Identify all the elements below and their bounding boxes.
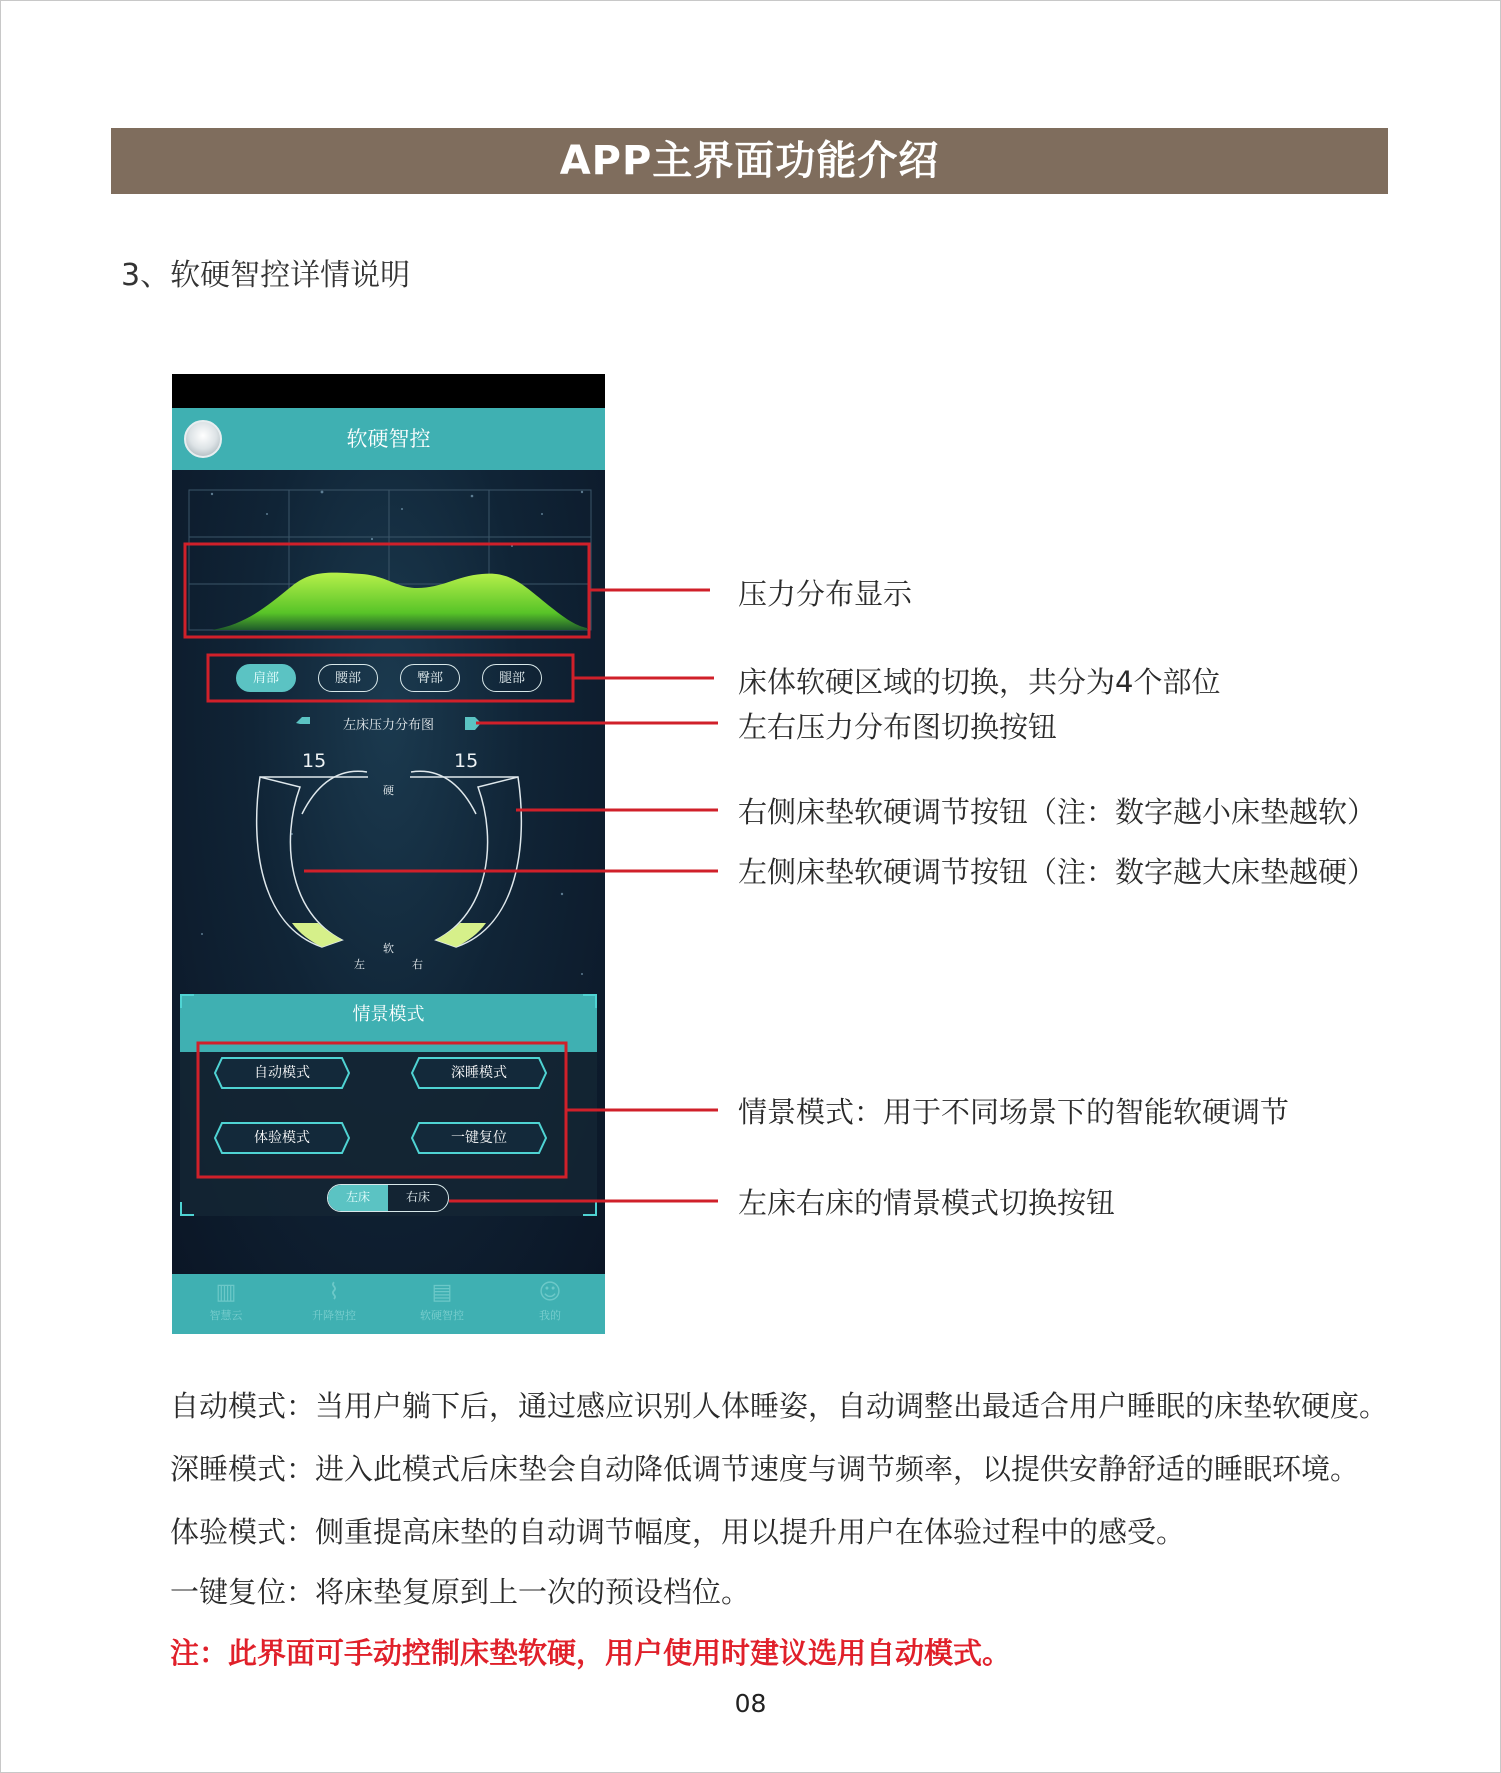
tab-label: 我的 [539, 1309, 561, 1322]
toggle-right-bed[interactable]: 右床 [405, 1190, 430, 1204]
callout-bed-toggle: 左床右床的情景模式切换按钮 [738, 1186, 1116, 1220]
callout-lines [304, 590, 718, 1201]
toggle-left-bed[interactable]: 左床 [328, 1185, 388, 1211]
desc-reset: 一键复位：将床垫复原到上一次的预设档位。 [170, 1575, 751, 1609]
dial-soft-label: 软 [383, 942, 394, 955]
part-tab-waist[interactable]: 腰部 [318, 664, 378, 692]
callout-right-adjust: 右侧床垫软硬调节按钮（注：数字越小床垫越软） [738, 795, 1377, 829]
page-number: 08 [734, 1689, 767, 1718]
part-tab-hip[interactable]: 臀部 [400, 664, 460, 692]
pressure-map-label: 左床压力分布图 [342, 718, 434, 733]
desc-deep-sleep: 深睡模式：进入此模式后床垫会自动降低调节速度与调节频率，以提供安静舒适的睡眠环境。 [170, 1452, 1360, 1486]
dial-hard-label: 硬 [383, 784, 394, 797]
user-icon: ☺ [538, 1280, 562, 1305]
reset-label: 一键复位 [451, 1130, 507, 1146]
scene-mode-title: 情景模式 [180, 994, 597, 1052]
callout-map-switch: 左右压力分布图切换按钮 [738, 710, 1058, 744]
callout-pressure-display: 压力分布显示 [738, 577, 913, 611]
desc-auto-mode: 自动模式：当用户躺下后，通过感应识别人体睡姿，自动调整出最适合用户睡眠的床垫软硬度。 [170, 1389, 1389, 1423]
highlight-body-parts [208, 655, 573, 701]
tab-label: 智慧云 [209, 1309, 243, 1322]
section-title: 3、软硬智控详情说明 [121, 258, 411, 293]
experience-mode-label: 体验模式 [254, 1130, 310, 1146]
callout-body-part-switch: 床体软硬区域的切换，共分为4个部位 [738, 665, 1221, 699]
bar-chart-icon: ▥ [215, 1280, 237, 1305]
tab-label: 软硬智控 [420, 1309, 464, 1322]
app-title: 软硬智控 [346, 427, 431, 451]
part-tab-leg[interactable]: 腿部 [482, 664, 542, 692]
usage-note: 注：此界面可手动控制床垫软硬，用户使用时建议选用自动模式。 [170, 1636, 1012, 1670]
left-dial-value[interactable]: 15 [302, 750, 327, 772]
deep-sleep-mode-label: 深睡模式 [451, 1065, 507, 1081]
right-dial-value[interactable]: 15 [454, 750, 479, 772]
part-tab-shoulder[interactable]: 肩部 [236, 664, 296, 692]
tab-label: 升降智控 [312, 1309, 356, 1322]
mattress-icon: ▤ [431, 1280, 453, 1305]
bed-lift-icon: ⌇ [328, 1280, 340, 1305]
dial-left-label: 左 [354, 958, 365, 971]
callout-scene-mode: 情景模式：用于不同场景下的智能软硬调节 [738, 1095, 1290, 1129]
dial-right-label: 右 [412, 958, 423, 971]
page-banner: APP主界面功能介绍 [111, 128, 1388, 194]
desc-experience: 体验模式：侧重提高床垫的自动调节幅度，用以提升用户在体验过程中的感受。 [170, 1515, 1186, 1549]
callout-left-adjust: 左侧床垫软硬调节按钮（注：数字越大床垫越硬） [738, 855, 1377, 889]
auto-mode-label: 自动模式 [254, 1065, 310, 1081]
highlight-pressure-chart [185, 544, 589, 637]
highlight-scene-modes [198, 1043, 566, 1177]
